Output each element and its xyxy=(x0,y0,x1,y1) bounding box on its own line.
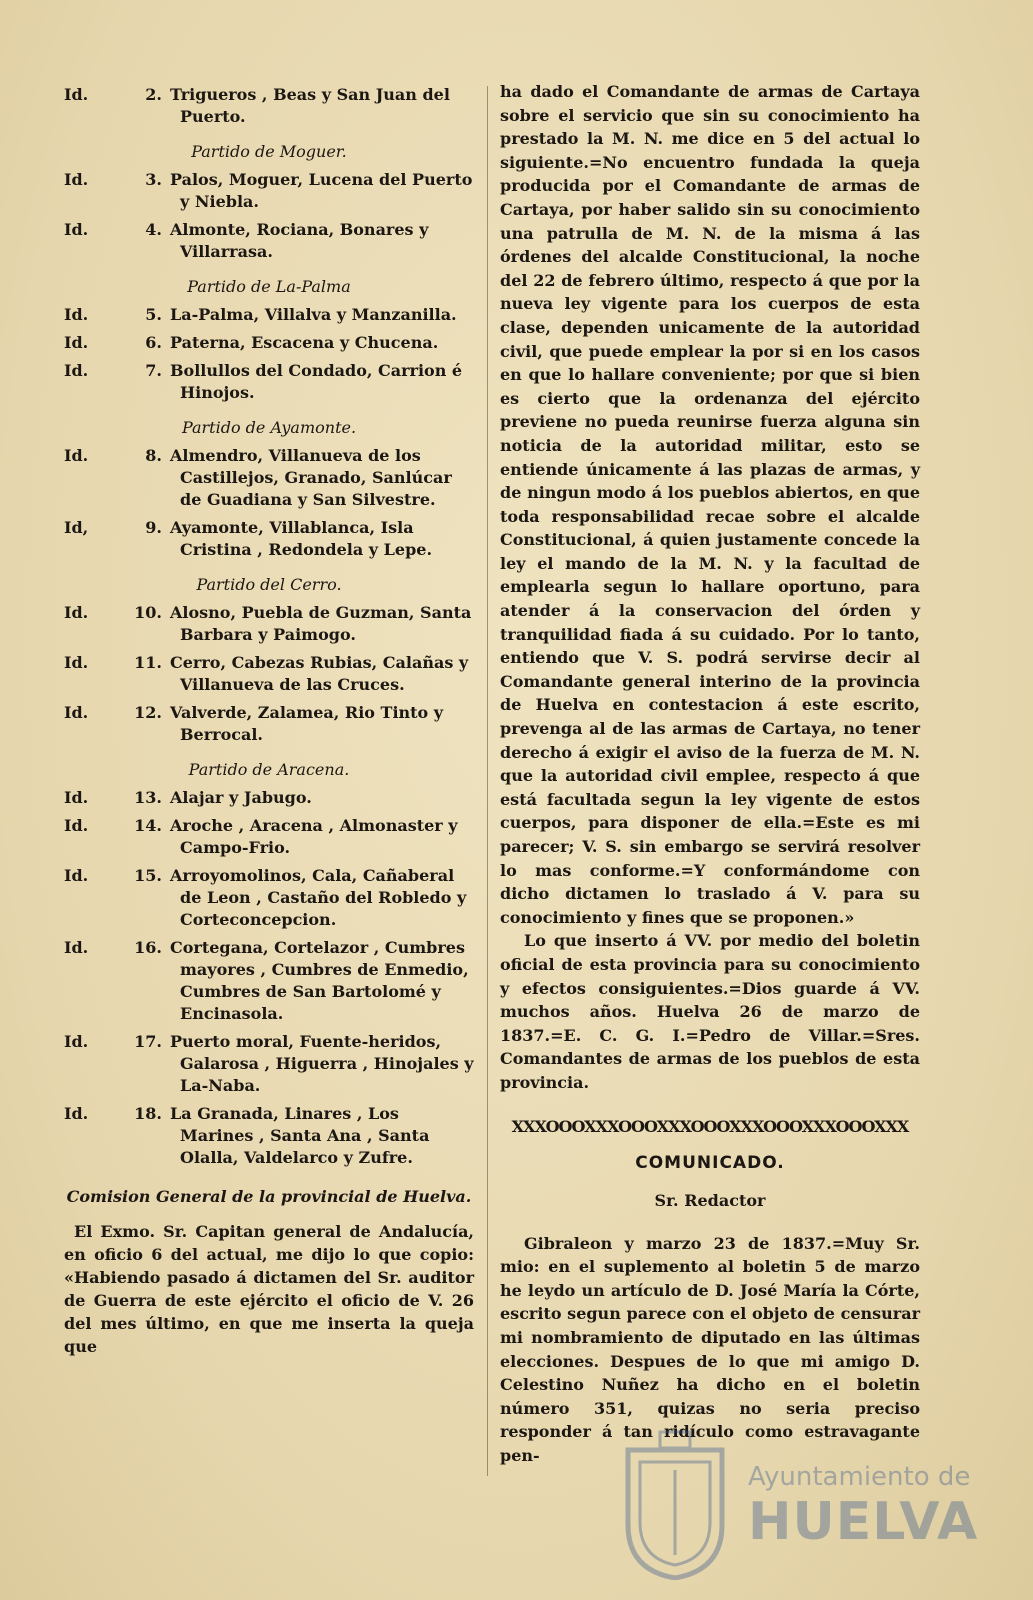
district-list-group xyxy=(64,602,474,746)
letter-paragraph: Gibraleon y marzo 23 de 1837.=Muy Sr. mio: en el suplemento al boletin 5 de marzo he leydo un artículo de D. José María la Córte, escrito segun parece con el objeto de censurar mi nombramiento de diputado en las últimas elecciones. Despues de lo que mi amigo D. Celestino Nuñez ha dicho en el boletin número 351, quizas no seria preciso responder á tan ridículo como estravagante pen- xyxy=(500,1233,920,1465)
entry-number: 2. xyxy=(145,85,162,104)
partido-heading-la-palma: Partido de La-Palma xyxy=(187,277,351,296)
district-entry xyxy=(64,1031,474,1097)
entry-id: Id, xyxy=(64,518,89,537)
district-entry xyxy=(64,517,474,561)
entry-id: Id. xyxy=(64,603,89,622)
entry-towns: Alajar y Jabugo. xyxy=(170,788,312,807)
district-list-group xyxy=(64,304,474,404)
district-list-group xyxy=(64,169,474,263)
partido-heading-ayamonte: Partido de Ayamonte. xyxy=(181,418,357,437)
partido-heading-aracena: Partido de Aracena. xyxy=(188,760,350,779)
entry-towns: Almendro, Villanueva de los Castillejos, Granado, Sanlúcar de Guadiana y San Silvestre. xyxy=(170,446,452,509)
entry-id: Id. xyxy=(64,361,89,380)
entry-towns: Ayamonte, Villablanca, Isla Cristina , Redondela y Lepe. xyxy=(170,518,433,559)
article-paragraph: El Exmo. Sr. Capitan general de Andalucía, en oficio 6 del actual, me dijo lo que copio: «Habiendo pasado á dictamen del Sr. auditor de Guerra de este ejército el oficio de V. 26 del mes último, en que me inserta la queja que xyxy=(64,1222,474,1356)
entry-number: 14. xyxy=(134,816,162,835)
entry-id: Id. xyxy=(64,866,89,885)
column-divider xyxy=(487,86,488,1476)
district-entry xyxy=(64,1103,474,1169)
district-list-group xyxy=(64,787,474,1169)
entry-id: Id. xyxy=(64,305,89,324)
entry-number: 18. xyxy=(134,1104,162,1123)
district-entry xyxy=(64,304,474,326)
district-entry xyxy=(64,865,474,931)
entry-towns: Cerro, Cabezas Rubias, Calañas y Villanueva de las Cruces. xyxy=(170,653,469,694)
article-paragraph-continued: ha dado el Comandante de armas de Cartaya sobre el servicio que sin su conocimiento ha prestado la M. N. me dice en 5 del actual lo siguiente.=No encuentro fundada la queja producida por el Comandante de armas de Cartaya, por haber salido sin su conocimiento una patrulla de M. N. de la misma á las órdenes del alcalde Constitucional, la noche del 22 de febrero último, respecto á que por la nueva ley vigente para los cuerpos de esta clase, dependen unicamente de la autoridad civil, que puede emplear la por si en los casos en que lo hallare conveniente; por que si bien es cierto que la ordenanza del ejército previene no pueda reunirse fuerza alguna sin noticia de la autoridad militar, esto se entiende únicamente á las plazas de armas, y de ningun modo á los pueblos abiertos, en que toda responsabilidad recae sobre el alcalde Constitucional, á quien justamente concede la ley el mando de la M. N. y la facultad de emplearla segun lo hallare oportuno, para atender á la conservacion del órden y tranquilidad fiada á su cuidado. Por lo tanto, entiendo que V. S. podrá servirse decir al Comandante general interino de la provincia de Huelva en contestacion á este escrito, prevenga al de las armas de Cartaya, no tener derecho á exigir el aviso de la fuerza de M. N. que la autoridad civil emplee, respecto á que está facultada segun la ley vigente de estos cuerpos, para disponer de ella.=Este es mi parecer; V. S. sin embargo se servirá resolver lo mas conforme.=Y conformándome con dicho dictamen lo traslado á V. para su conocimiento y fines que se proponen.» xyxy=(500,82,920,927)
entry-towns: Palos, Moguer, Lucena del Puerto y Niebla. xyxy=(170,170,473,211)
right-column xyxy=(500,80,920,1467)
district-entry xyxy=(64,332,474,354)
entry-id: Id. xyxy=(64,220,89,239)
entry-towns: Arroyomolinos, Cala, Cañaberal de Leon , Castaño del Robledo y Corteconcepcion. xyxy=(170,866,467,929)
watermark xyxy=(620,1430,1000,1580)
entry-number: 16. xyxy=(134,938,162,957)
watermark-line-2: HUELVA xyxy=(748,1492,979,1552)
district-entry xyxy=(64,815,474,859)
district-entry xyxy=(64,219,474,263)
entry-number: 7. xyxy=(145,361,162,380)
closing-paragraph: Lo que inserto á VV. por medio del boletin oficial de esta provincia para su conocimiento y efectos consiguientes.=Dios guarde á VV. muchos años. Huelva 26 de marzo de 1837.=E. C. G. I.=Pedro de Villar.=Sres. Comandantes de armas de los pueblos de esta provincia. xyxy=(500,931,920,1092)
section-title: COMUNICADO. xyxy=(635,1152,785,1173)
entry-number: 17. xyxy=(134,1032,162,1051)
entry-number: 8. xyxy=(145,446,162,465)
ornament-divider: XXXOOOXXXOOOXXXOOOXXXOOOXXXOOOXXX xyxy=(511,1116,909,1135)
entry-id: Id. xyxy=(64,170,89,189)
entry-towns: La-Palma, Villalva y Manzanilla. xyxy=(170,305,457,324)
entry-id: Id. xyxy=(64,85,89,104)
city-seal-icon xyxy=(620,1430,730,1580)
entry-number: 10. xyxy=(134,603,162,622)
watermark-line-1: Ayuntamiento de xyxy=(748,1462,971,1492)
district-entry xyxy=(64,360,474,404)
entry-id: Id. xyxy=(64,938,89,957)
entry-id: Id. xyxy=(64,816,89,835)
district-entry xyxy=(64,602,474,646)
entry-number: 11. xyxy=(134,653,162,672)
entry-towns: Almonte, Rociana, Bonares y Villarrasa. xyxy=(170,220,429,261)
partido-heading-cerro: Partido del Cerro. xyxy=(196,575,342,594)
commission-heading: Comision General de la provincial de Huelva. xyxy=(66,1187,472,1206)
entry-number: 6. xyxy=(145,333,162,352)
entry-towns: Aroche , Aracena , Almonaster y Campo-Frio. xyxy=(170,816,458,857)
entry-towns: La Granada, Linares , Los Marines , Santa Ana , Santa Olalla, Valdelarco y Zufre. xyxy=(170,1104,430,1167)
entry-id: Id. xyxy=(64,703,89,722)
entry-towns: Trigueros , Beas y San Juan del Puerto. xyxy=(170,85,450,126)
district-entry xyxy=(64,787,474,809)
entry-towns: Puerto moral, Fuente-heridos, Galarosa , Higuerra , Hinojales y La-Naba. xyxy=(170,1032,474,1095)
left-column xyxy=(64,84,474,1358)
entry-towns: Paterna, Escacena y Chucena. xyxy=(170,333,439,352)
entry-id: Id. xyxy=(64,788,89,807)
entry-towns: Alosno, Puebla de Guzman, Santa Barbara y Paimogo. xyxy=(170,603,472,644)
entry-number: 4. xyxy=(145,220,162,239)
entry-number: 5. xyxy=(145,305,162,324)
district-entry xyxy=(64,84,474,128)
entry-number: 9. xyxy=(145,518,162,537)
district-list-group xyxy=(64,445,474,561)
entry-id: Id. xyxy=(64,653,89,672)
entry-number: 3. xyxy=(145,170,162,189)
entry-id: Id. xyxy=(64,333,89,352)
district-list-group xyxy=(64,84,474,128)
district-entry xyxy=(64,702,474,746)
entry-id: Id. xyxy=(64,1032,89,1051)
entry-number: 15. xyxy=(134,866,162,885)
district-entry xyxy=(64,445,474,511)
entry-towns: Bollullos del Condado, Carrion é Hinojos. xyxy=(170,361,463,402)
district-entry xyxy=(64,937,474,1025)
entry-number: 12. xyxy=(134,703,162,722)
entry-id: Id. xyxy=(64,446,89,465)
letter-salutation: Sr. Redactor xyxy=(654,1190,766,1210)
entry-id: Id. xyxy=(64,1104,89,1123)
entry-number: 13. xyxy=(134,788,162,807)
partido-heading-moguer: Partido de Moguer. xyxy=(191,142,347,161)
district-entry xyxy=(64,169,474,213)
entry-towns: Valverde, Zalamea, Rio Tinto y Berrocal. xyxy=(170,703,444,744)
district-entry xyxy=(64,652,474,696)
entry-towns: Cortegana, Cortelazor , Cumbres mayores , Cumbres de Enmedio, Cumbres de San Bartolomé y Encinasola. xyxy=(170,938,469,1023)
